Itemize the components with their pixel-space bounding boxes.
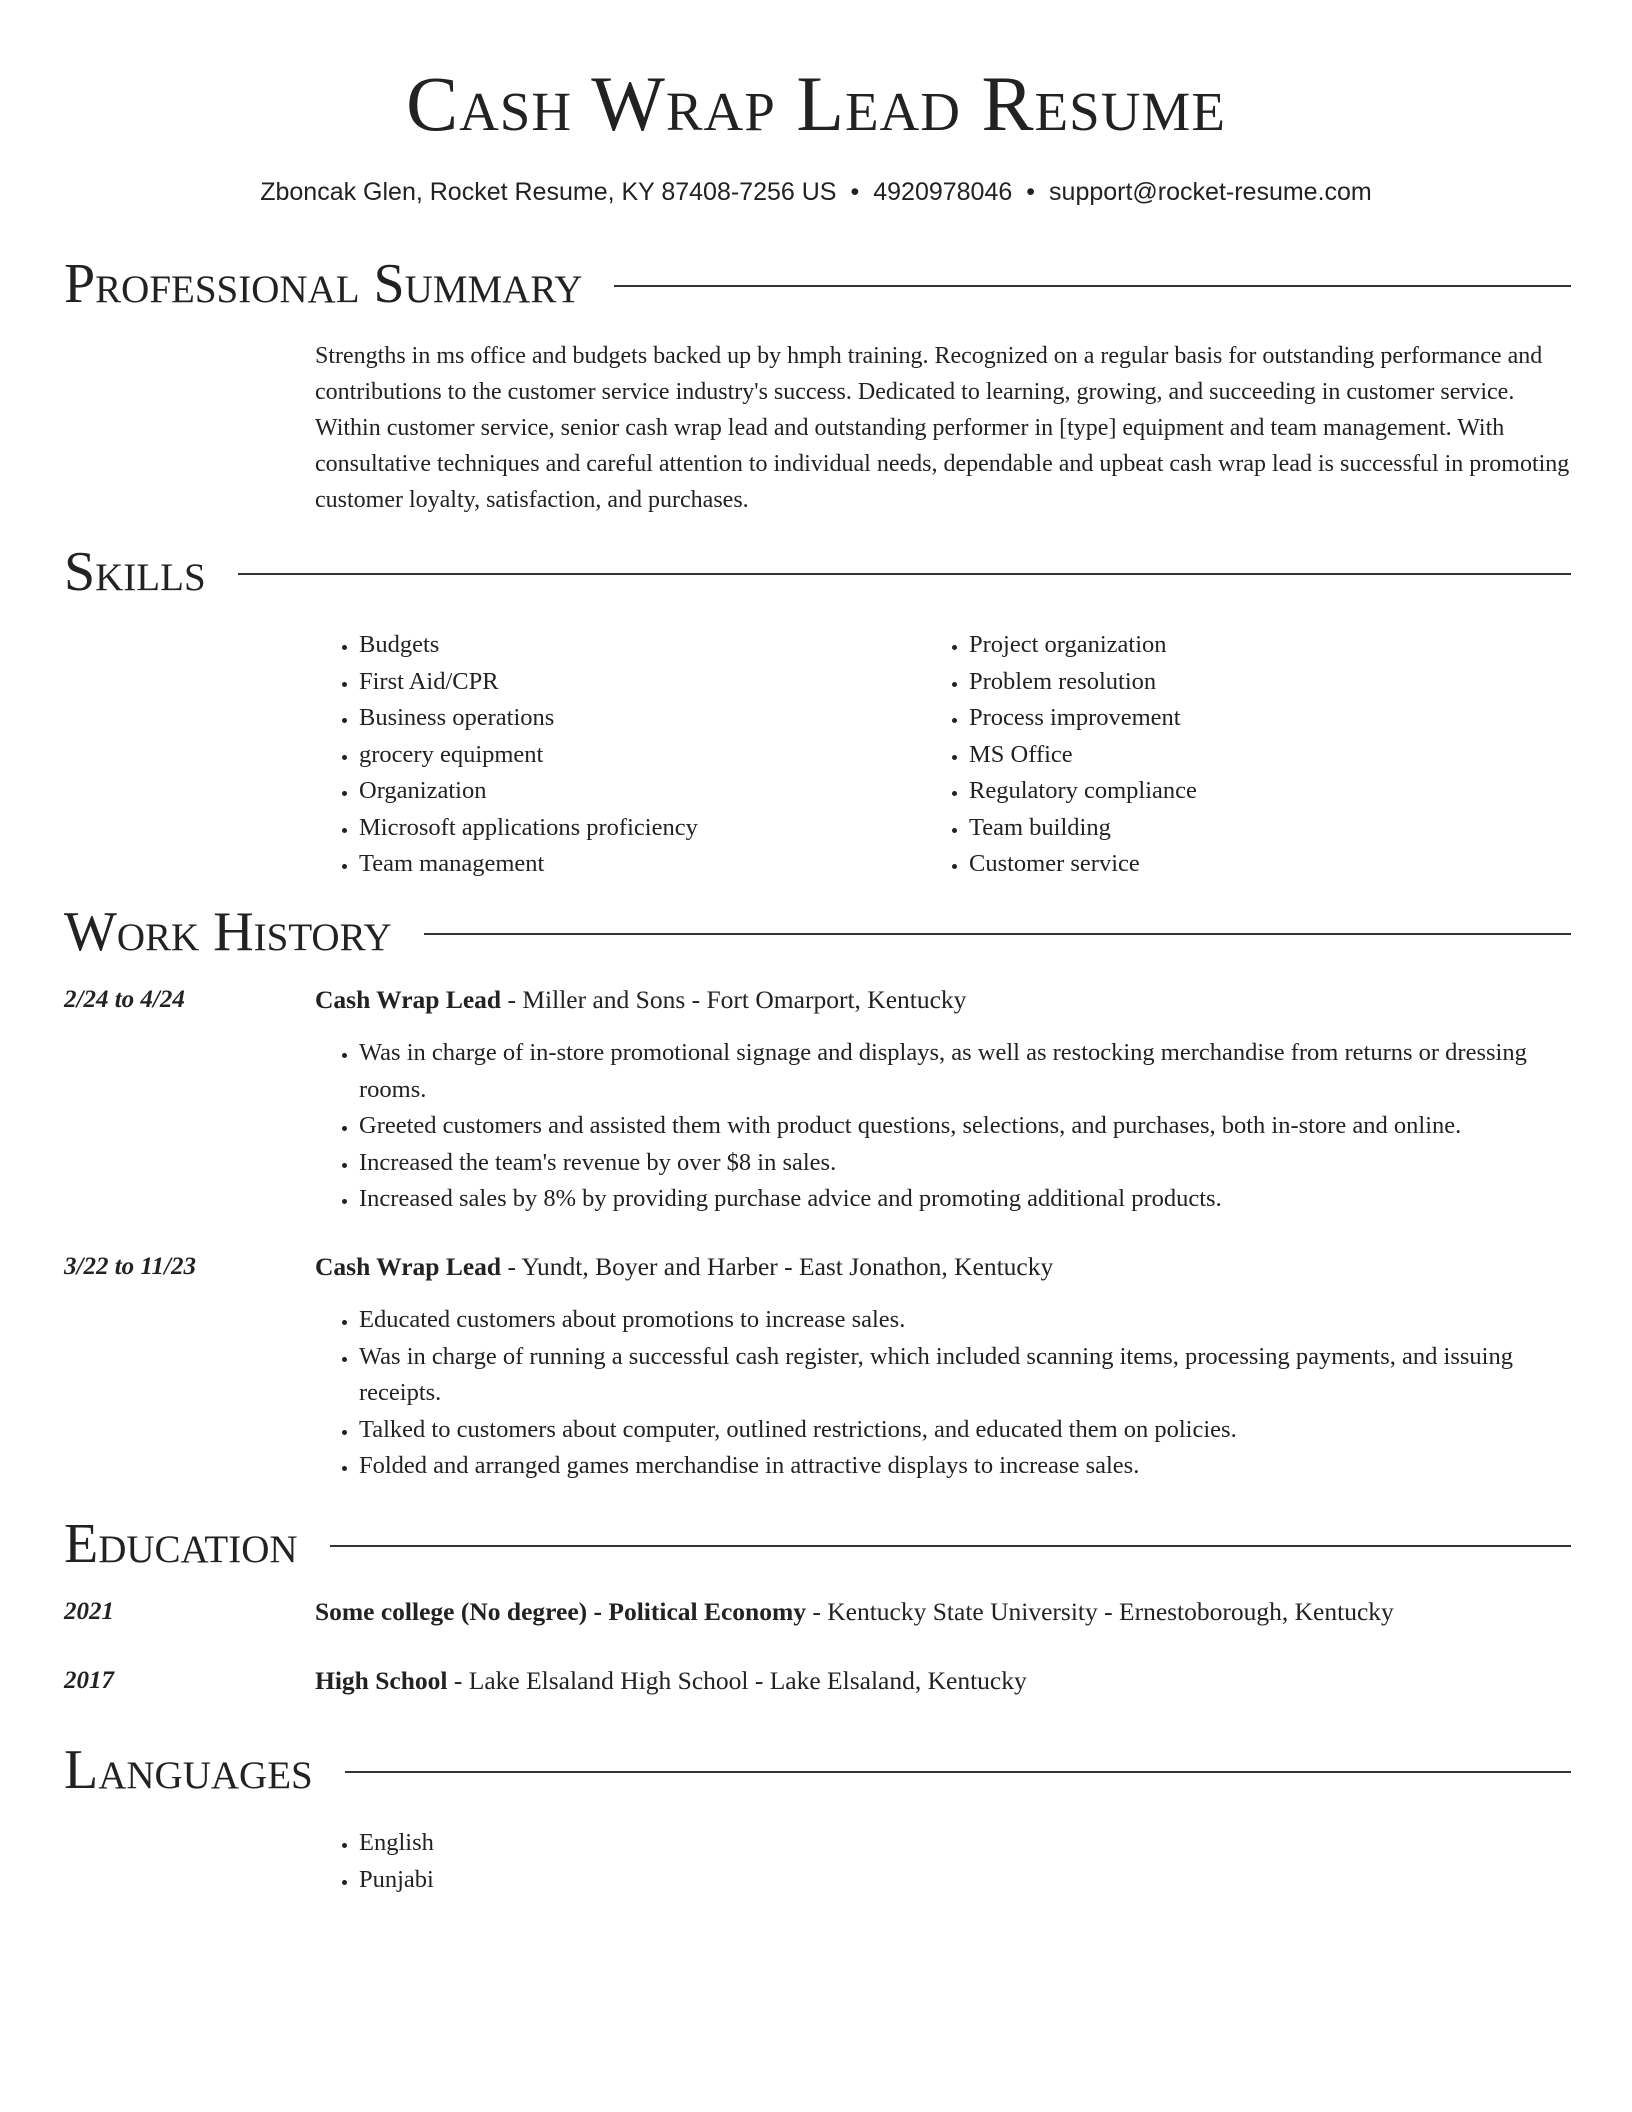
skill-item: • First Aid/CPR: [359, 664, 698, 701]
job-duty: • Increased the team's revenue by over $8 in sales.: [359, 1145, 1571, 1182]
skill-item: • Problem resolution: [969, 664, 1197, 701]
section-divider: [238, 573, 1571, 575]
job-heading: [315, 982, 1571, 1018]
education-school: - Kentucky State University - Ernestoborough, Kentucky: [805, 1597, 1394, 1626]
job-duty: • Folded and arranged games merchandise in attractive displays to increase sales.: [359, 1448, 1571, 1485]
contact-phone: 4920978046: [873, 178, 1013, 206]
contact-email[interactable]: support@rocket-resume.com: [1049, 178, 1372, 206]
education-entry: [315, 1663, 1571, 1699]
section-divider: [330, 1545, 1571, 1547]
skill-item: • Customer service: [969, 846, 1197, 883]
contact-separator: •: [850, 178, 860, 206]
job-dates: 3/22 to 11/23: [64, 1253, 196, 1280]
skill-item: • grocery equipment: [359, 737, 698, 774]
language-item: • Punjabi: [359, 1862, 434, 1899]
job-employer: - Miller and Sons - Fort Omarport, Kentucky: [501, 985, 967, 1014]
skills-column-right: [925, 627, 1197, 883]
job-duty: • Was in charge of running a successful cash register, which included scanning items, processing payments, and issuing receipts.: [359, 1339, 1571, 1412]
job-heading: [315, 1249, 1571, 1285]
skill-item: • Process improvement: [969, 700, 1197, 737]
education-school: - Lake Elsaland High School - Lake Elsaland, Kentucky: [447, 1666, 1027, 1695]
job-dates: 2/24 to 4/24: [64, 986, 185, 1013]
skill-item: • Regulatory compliance: [969, 773, 1197, 810]
skills-section-header: [64, 538, 1571, 606]
job-title: Cash Wrap Lead: [315, 985, 502, 1014]
skill-item: • Project organization: [969, 627, 1197, 664]
education-heading: Education: [64, 1513, 298, 1575]
work-heading: Work History: [64, 901, 392, 963]
summary-heading: Professional Summary: [64, 253, 583, 315]
work-section-header: [64, 898, 1571, 966]
education-year: 2017: [64, 1667, 114, 1694]
skill-item: • Microsoft applications proficiency: [359, 810, 698, 847]
summary-section-header: [64, 250, 1571, 318]
education-section-header: [64, 1510, 1571, 1578]
languages-list: [315, 1825, 434, 1898]
job-duty: • Was in charge of in-store promotional signage and displays, as well as restocking merchandise from returns or dressing rooms.: [359, 1035, 1571, 1108]
contact-separator: •: [1026, 178, 1036, 206]
skills-heading: Skills: [64, 541, 206, 603]
skill-item: • Team building: [969, 810, 1197, 847]
contact-address: Zboncak Glen, Rocket Resume, KY 87408-7256 US: [260, 178, 837, 206]
section-divider: [424, 933, 1571, 935]
job-duties: [315, 1035, 1571, 1218]
skill-item: • Organization: [359, 773, 698, 810]
job-duty: • Educated customers about promotions to increase sales.: [359, 1302, 1571, 1339]
summary-text: Strengths in ms office and budgets backed up by hmph training. Recognized on a regular basis for outstanding performance and contributions to the customer service industry's success. Dedicated to learning, growing, and succeeding in customer service. Within customer service, senior cash wrap lead and outstanding performer in [type] equipment and team management. With consultative techniques and careful attention to individual needs, dependable and upbeat cash wrap lead is successful in promoting customer loyalty, satisfaction, and purchases.: [315, 343, 1570, 513]
skill-item: • Budgets: [359, 627, 698, 664]
education-degree: Some college (No degree) - Political Economy: [315, 1597, 806, 1626]
languages-section-header: [64, 1736, 1571, 1804]
job-title: Cash Wrap Lead: [315, 1252, 502, 1281]
language-item: • English: [359, 1825, 434, 1862]
skills-column-left: [315, 627, 698, 883]
resume-title: Cash Wrap Lead Resume: [406, 60, 1226, 147]
job-duty: • Greeted customers and assisted them with product questions, selections, and purchases, both in-store and online.: [359, 1108, 1571, 1145]
job-duties: [315, 1302, 1571, 1485]
skill-item: • Team management: [359, 846, 698, 883]
job-employer: - Yundt, Boyer and Harber - East Jonathon, Kentucky: [501, 1252, 1054, 1281]
languages-heading: Languages: [64, 1739, 313, 1801]
education-entry: [315, 1594, 1571, 1630]
section-divider: [614, 285, 1571, 287]
skill-item: • MS Office: [969, 737, 1197, 774]
skill-item: • Business operations: [359, 700, 698, 737]
job-duty: • Increased sales by 8% by providing purchase advice and promoting additional products.: [359, 1181, 1571, 1218]
contact-line: [0, 174, 1632, 210]
education-year: 2021: [64, 1598, 114, 1625]
education-degree: High School: [315, 1666, 448, 1695]
job-duty: • Talked to customers about computer, outlined restrictions, and educated them on policies.: [359, 1412, 1571, 1449]
section-divider: [345, 1771, 1571, 1773]
